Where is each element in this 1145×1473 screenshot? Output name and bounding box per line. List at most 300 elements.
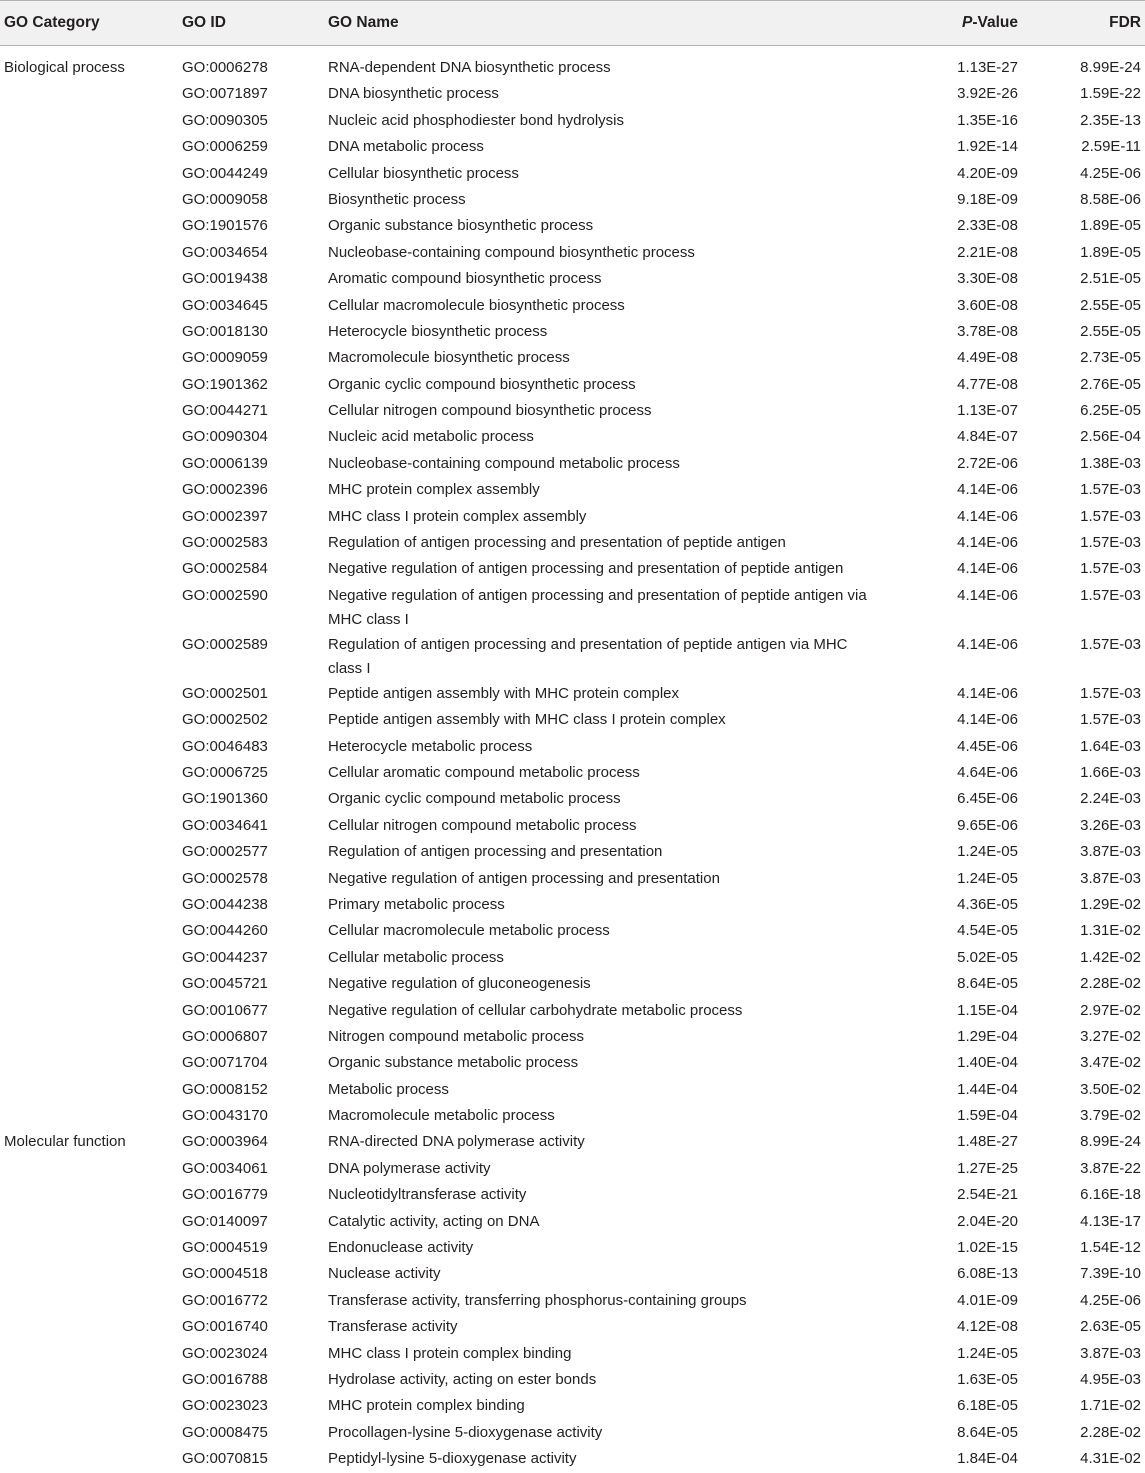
table-row [0,1367,1145,1393]
cell-go-id: GO:0016740 [182,1318,268,1336]
cell-fdr: 1.42E-02 [1080,948,1141,966]
cell-go-id: GO:0044249 [182,164,268,182]
table-row [0,1341,1145,1367]
table-row [0,583,1145,632]
cell-p-value: 1.24E-05 [957,843,1018,861]
cell-go-category [0,786,182,787]
cell-p-value: 1.24E-05 [957,1344,1018,1362]
table-row [0,1024,1145,1050]
cell-go-id: GO:0034061 [182,1159,268,1177]
cell-fdr: 8.58E-06 [1080,190,1141,208]
cell-fdr: 1.64E-03 [1080,737,1141,755]
cell-fdr: 7.39E-10 [1080,1265,1141,1283]
cell-go-name: Regulation of antigen processing and presentation of peptide antigen [328,534,786,552]
table-row [0,1182,1145,1208]
cell-go-category [0,556,182,557]
table-row [0,866,1145,892]
cell-fdr: 3.79E-02 [1080,1107,1141,1125]
table-row [0,398,1145,424]
table-row [0,161,1145,187]
cell-go-category [0,813,182,814]
cell-fdr: 1.89E-05 [1080,217,1141,235]
cell-fdr: 1.54E-12 [1080,1239,1141,1257]
cell-p-value: 6.18E-05 [957,1397,1018,1415]
cell-go-category [0,1050,182,1051]
cell-fdr: 3.47E-02 [1080,1054,1141,1072]
cell-go-name: RNA-dependent DNA biosynthetic process [328,59,611,76]
cell-go-name: Cellular aromatic compound metabolic process [328,763,640,781]
cell-fdr: 1.66E-03 [1080,763,1141,781]
cell-go-name: Negative regulation of antigen processing and presentation [328,869,720,887]
cell-go-id: GO:0140097 [182,1212,268,1230]
cell-go-name: Negative regulation of gluconeogenesis [328,975,591,993]
cell-go-name: Transferase activity, transferring phosphorus-containing groups [328,1291,747,1309]
cell-fdr: 2.28E-02 [1080,975,1141,993]
cell-p-value: 3.78E-08 [957,322,1018,340]
cell-fdr: 2.56E-04 [1080,428,1141,446]
cell-fdr: 1.89E-05 [1080,243,1141,261]
cell-go-category [0,1182,182,1183]
cell-go-name: Nucleobase-containing compound biosynthetic process [328,243,695,261]
cell-go-id: GO:0004519 [182,1239,268,1257]
cell-go-id: GO:0002583 [182,534,268,552]
table-row [0,971,1145,997]
table-row [0,319,1145,345]
cell-p-value: 4.14E-06 [957,711,1018,729]
cell-go-id: GO:1901576 [182,217,268,235]
table-row [0,786,1145,812]
cell-p-value: 1.63E-05 [957,1370,1018,1388]
cell-go-name: Endonuclease activity [328,1239,474,1257]
cell-fdr: 1.57E-03 [1080,586,1141,604]
cell-go-category [0,345,182,346]
table-header-row [0,0,1145,46]
cell-go-category [0,504,182,505]
cell-go-id: GO:0006259 [182,138,268,156]
cell-fdr: 2.76E-05 [1080,375,1141,393]
cell-go-id: GO:0002584 [182,560,268,578]
cell-p-value: 4.14E-06 [957,481,1018,499]
cell-go-id: GO:0006139 [182,454,268,472]
cell-go-id: GO:0009059 [182,349,268,367]
cell-fdr: 8.99E-24 [1080,59,1141,76]
cell-fdr: 2.24E-03 [1080,790,1141,808]
cell-p-value: 1.24E-05 [957,869,1018,887]
table-row [0,372,1145,398]
cell-go-category [0,240,182,241]
cell-fdr: 4.13E-17 [1080,1212,1141,1230]
table-row [0,1420,1145,1446]
cell-go-category [0,1367,182,1368]
cell-p-value: 4.14E-06 [957,635,1018,653]
table-row [0,81,1145,107]
cell-go-name: Transferase activity [328,1318,458,1336]
cell-go-id: GO:0006725 [182,763,268,781]
cell-p-value: 4.14E-06 [957,534,1018,552]
cell-go-id: GO:0002397 [182,507,268,525]
table-row [0,918,1145,944]
cell-go-id: GO:0034645 [182,296,268,314]
cell-go-id: GO:0016788 [182,1370,268,1388]
cell-fdr: 2.28E-02 [1080,1423,1141,1441]
cell-fdr: 1.31E-02 [1080,922,1141,940]
cell-go-category [0,1446,182,1447]
table-row [0,187,1145,213]
table-row [0,1288,1145,1314]
cell-go-category [0,266,182,267]
cell-go-category: Biological process [4,59,125,76]
cell-go-name: Nuclease activity [328,1265,441,1283]
table-row [0,839,1145,865]
cell-go-category [0,1341,182,1342]
cell-fdr: 1.59E-22 [1080,85,1141,103]
cell-go-id: GO:0002396 [182,481,268,499]
table-row [0,424,1145,450]
cell-go-id: GO:0002501 [182,684,268,702]
cell-fdr: 2.51E-05 [1080,270,1141,288]
cell-go-name: Procollagen-lysine 5-dioxygenase activity [328,1423,603,1441]
cell-go-id: GO:0002590 [182,586,268,604]
cell-p-value: 1.15E-04 [957,1001,1018,1019]
cell-p-value: 3.60E-08 [957,296,1018,314]
cell-go-category [0,583,182,584]
cell-go-category [0,530,182,531]
cell-go-category [0,1156,182,1157]
cell-p-value: 4.54E-05 [957,922,1018,940]
cell-go-name: Nucleic acid metabolic process [328,428,534,446]
cell-p-value: 9.65E-06 [957,816,1018,834]
cell-go-id: GO:0002577 [182,843,268,861]
cell-go-name: Cellular biosynthetic process [328,164,519,182]
cell-go-category [0,81,182,82]
header-go-name: GO Name [328,14,399,31]
table-row [0,1103,1145,1129]
cell-go-category [0,372,182,373]
table-row [0,632,1145,681]
table-row [0,108,1145,134]
cell-go-category [0,293,182,294]
cell-fdr: 2.35E-13 [1080,111,1141,129]
table-row [0,1446,1145,1472]
cell-fdr: 8.99E-24 [1080,1133,1141,1151]
cell-fdr: 1.57E-03 [1080,711,1141,729]
header-go-id: GO ID [182,14,226,31]
cell-p-value: 5.02E-05 [957,948,1018,966]
cell-p-value: 1.13E-27 [957,59,1018,76]
cell-go-name: Heterocycle biosynthetic process [328,322,548,340]
table-row [0,1129,1145,1155]
cell-fdr: 1.57E-03 [1080,684,1141,702]
cell-p-value: 1.48E-27 [957,1133,1018,1151]
cell-fdr: 3.50E-02 [1080,1080,1141,1098]
cell-go-category [0,971,182,972]
table-row [0,134,1145,160]
cell-go-category [0,632,182,633]
cell-go-category [0,945,182,946]
table-row [0,945,1145,971]
cell-go-category [0,1314,182,1315]
cell-p-value: 4.84E-07 [957,428,1018,446]
cell-go-name: Aromatic compound biosynthetic process [328,270,602,288]
table-row [0,813,1145,839]
cell-fdr: 3.87E-03 [1080,1344,1141,1362]
cell-fdr: 1.71E-02 [1080,1397,1141,1415]
cell-go-name: DNA metabolic process [328,138,484,156]
cell-go-category [0,998,182,999]
cell-go-id: GO:0004518 [182,1265,268,1283]
cell-go-category [0,213,182,214]
cell-go-id: GO:0071704 [182,1054,268,1072]
cell-p-value: 4.14E-06 [957,684,1018,702]
table-row [0,266,1145,292]
cell-p-value: 1.35E-16 [957,111,1018,129]
table-row [0,998,1145,1024]
cell-p-value: 1.59E-04 [957,1107,1018,1125]
cell-go-name: Cellular nitrogen compound metabolic process [328,816,637,834]
cell-go-name: Cellular metabolic process [328,948,504,966]
cell-go-id: GO:0002578 [182,869,268,887]
cell-go-category [0,1103,182,1104]
cell-go-id: GO:0046483 [182,737,268,755]
cell-go-category [0,1288,182,1289]
cell-fdr: 6.16E-18 [1080,1186,1141,1204]
cell-go-id: GO:0044260 [182,922,268,940]
header-fdr: FDR [1109,14,1141,31]
cell-fdr: 1.57E-03 [1080,534,1141,552]
cell-go-category [0,319,182,320]
cell-p-value: 9.18E-09 [957,190,1018,208]
cell-p-value: 4.14E-06 [957,507,1018,525]
table-row [0,892,1145,918]
cell-go-id: GO:0044237 [182,948,268,966]
cell-p-value: 1.02E-15 [957,1239,1018,1257]
cell-go-category [0,1209,182,1210]
cell-p-value: 1.27E-25 [957,1159,1018,1177]
cell-go-category: Molecular function [4,1133,126,1151]
table-body [0,46,1145,1473]
cell-go-id: GO:0045721 [182,975,268,993]
cell-go-id: GO:0002589 [182,635,268,653]
table-row [0,556,1145,582]
header-p-value [918,11,1018,35]
cell-p-value: 4.45E-06 [957,737,1018,755]
cell-go-name: RNA-directed DNA polymerase activity [328,1133,585,1151]
table-row [0,1261,1145,1287]
cell-fdr: 2.73E-05 [1080,349,1141,367]
cell-go-category [0,1420,182,1421]
cell-go-name: Macromolecule metabolic process [328,1107,555,1125]
table-row [0,213,1145,239]
cell-p-value: 2.33E-08 [957,217,1018,235]
cell-go-name: Catalytic activity, acting on DNA [328,1212,540,1230]
cell-go-name: Peptide antigen assembly with MHC protein complex [328,684,679,702]
cell-p-value: 4.20E-09 [957,164,1018,182]
table-row [0,240,1145,266]
table-row [0,345,1145,371]
cell-fdr: 4.31E-02 [1080,1450,1141,1468]
cell-p-value: 1.92E-14 [957,138,1018,156]
cell-fdr: 2.97E-02 [1080,1001,1141,1019]
cell-p-value: 8.64E-05 [957,975,1018,993]
cell-fdr: 1.38E-03 [1080,454,1141,472]
cell-fdr: 1.57E-03 [1080,635,1141,653]
cell-p-value: 3.92E-26 [957,85,1018,103]
cell-go-id: GO:0034641 [182,816,268,834]
cell-go-id: GO:1901360 [182,790,268,808]
cell-p-value: 4.14E-06 [957,560,1018,578]
cell-go-name: Nucleic acid phosphodiester bond hydrolysis [328,111,625,129]
cell-p-value: 4.49E-08 [957,349,1018,367]
table-row [0,734,1145,760]
cell-go-name: Nitrogen compound metabolic process [328,1027,584,1045]
cell-go-id: GO:0023024 [182,1344,268,1362]
cell-go-category [0,839,182,840]
cell-go-id: GO:0002502 [182,711,268,729]
cell-go-id: GO:0008475 [182,1423,268,1441]
table-row [0,477,1145,503]
cell-go-id: GO:0044271 [182,402,268,420]
cell-p-value: 2.72E-06 [957,454,1018,472]
cell-go-category [0,866,182,867]
cell-go-name: Primary metabolic process [328,895,505,913]
cell-fdr: 4.25E-06 [1080,164,1141,182]
cell-go-id: GO:0019438 [182,270,268,288]
cell-go-name: Macromolecule biosynthetic process [328,349,570,367]
cell-go-category [0,1393,182,1394]
cell-p-value: 4.12E-08 [957,1318,1018,1336]
cell-go-category [0,1235,182,1236]
cell-go-category [0,108,182,109]
cell-p-value: 4.36E-05 [957,895,1018,913]
cell-fdr: 1.57E-03 [1080,481,1141,499]
cell-go-category [0,707,182,708]
cell-go-id: GO:0010677 [182,1001,268,1019]
cell-p-value: 4.14E-06 [957,586,1018,604]
table-row [0,1209,1145,1235]
cell-fdr: 2.63E-05 [1080,1318,1141,1336]
cell-go-name: Organic substance metabolic process [328,1054,579,1072]
cell-go-category [0,451,182,452]
cell-fdr: 1.29E-02 [1080,895,1141,913]
cell-go-category [0,892,182,893]
cell-go-name: Cellular macromolecule metabolic process [328,922,610,940]
cell-p-value: 1.13E-07 [957,402,1018,420]
cell-fdr: 3.27E-02 [1080,1027,1141,1045]
cell-p-value: 3.30E-08 [957,270,1018,288]
cell-p-value: 2.04E-20 [957,1212,1018,1230]
cell-go-name: Peptide antigen assembly with MHC class I protein complex [328,711,726,729]
cell-p-value: 2.21E-08 [957,243,1018,261]
table-row [0,681,1145,707]
cell-go-id: GO:0023023 [182,1397,268,1415]
cell-go-id: GO:0008152 [182,1080,268,1098]
cell-go-name: MHC class I protein complex binding [328,1344,572,1362]
cell-fdr: 4.25E-06 [1080,1291,1141,1309]
cell-go-name: MHC class I protein complex assembly [328,507,587,525]
table-row [0,707,1145,733]
cell-go-name: Nucleobase-containing compound metabolic process [328,454,680,472]
table-row [0,1156,1145,1182]
cell-go-name: Peptidyl-lysine 5-dioxygenase activity [328,1450,577,1468]
cell-go-id: GO:0003964 [182,1133,268,1151]
cell-go-name: Nucleotidyltransferase activity [328,1186,527,1204]
cell-go-id: GO:0016779 [182,1186,268,1204]
cell-go-name: DNA biosynthetic process [328,85,499,103]
cell-go-id: GO:0034654 [182,243,268,261]
cell-go-category [0,398,182,399]
cell-go-name: Hydrolase activity, acting on ester bonds [328,1370,597,1388]
cell-go-name: Cellular macromolecule biosynthetic process [328,296,625,314]
cell-go-name: MHC protein complex assembly [328,481,540,499]
cell-go-category [0,1024,182,1025]
cell-go-name: Organic cyclic compound metabolic process [328,790,621,808]
cell-go-name: Organic cyclic compound biosynthetic process [328,375,636,393]
cell-go-category [0,1077,182,1078]
table-row [0,1393,1145,1419]
cell-p-value: 1.84E-04 [957,1450,1018,1468]
cell-p-value: 2.54E-21 [957,1186,1018,1204]
cell-go-id: GO:0018130 [182,322,268,340]
cell-p-value: 6.45E-06 [957,790,1018,808]
cell-go-id: GO:0090305 [182,111,268,129]
cell-p-value: 4.77E-08 [957,375,1018,393]
cell-p-value: 8.64E-05 [957,1423,1018,1441]
cell-go-name: Negative regulation of antigen processing and presentation of peptide antigen via MHC class I [328,586,867,628]
cell-go-category [0,187,182,188]
table-row [0,1077,1145,1103]
cell-go-id: GO:1901362 [182,375,268,393]
cell-p-value: 1.40E-04 [957,1054,1018,1072]
cell-go-id: GO:0070815 [182,1450,268,1468]
cell-go-category [0,477,182,478]
cell-go-id: GO:0071897 [182,85,268,103]
cell-fdr: 2.55E-05 [1080,296,1141,314]
cell-go-category [0,134,182,135]
cell-go-category [0,681,182,682]
cell-go-id: GO:0006278 [182,59,268,76]
cell-go-name: DNA polymerase activity [328,1159,491,1177]
cell-fdr: 3.87E-03 [1080,869,1141,887]
table-row [0,1235,1145,1261]
cell-p-value: 4.01E-09 [957,1291,1018,1309]
header-p-value-italic: P [961,14,973,31]
cell-go-name: Regulation of antigen processing and presentation [328,843,663,861]
cell-go-category [0,760,182,761]
cell-go-name: Cellular nitrogen compound biosynthetic process [328,402,652,420]
cell-go-category [0,734,182,735]
cell-p-value: 1.44E-04 [957,1080,1018,1098]
cell-fdr: 3.87E-22 [1080,1159,1141,1177]
cell-go-category [0,918,182,919]
cell-p-value: 4.64E-06 [957,763,1018,781]
header-go-category: GO Category [4,14,100,31]
cell-p-value: 1.29E-04 [957,1027,1018,1045]
cell-go-name: Metabolic process [328,1080,449,1098]
cell-fdr: 2.55E-05 [1080,322,1141,340]
cell-fdr: 3.26E-03 [1080,816,1141,834]
table-row [0,760,1145,786]
cell-go-name: Organic substance biosynthetic process [328,217,594,235]
cell-go-category [0,424,182,425]
table-row [0,293,1145,319]
cell-go-id: GO:0016772 [182,1291,268,1309]
cell-fdr: 1.57E-03 [1080,507,1141,525]
cell-go-name: Negative regulation of antigen processing and presentation of peptide antigen [328,560,844,578]
cell-go-name: Regulation of antigen processing and presentation of peptide antigen via MHC class I [328,635,848,677]
cell-go-id: GO:0006807 [182,1027,268,1045]
table-row [0,451,1145,477]
cell-fdr: 3.87E-03 [1080,843,1141,861]
